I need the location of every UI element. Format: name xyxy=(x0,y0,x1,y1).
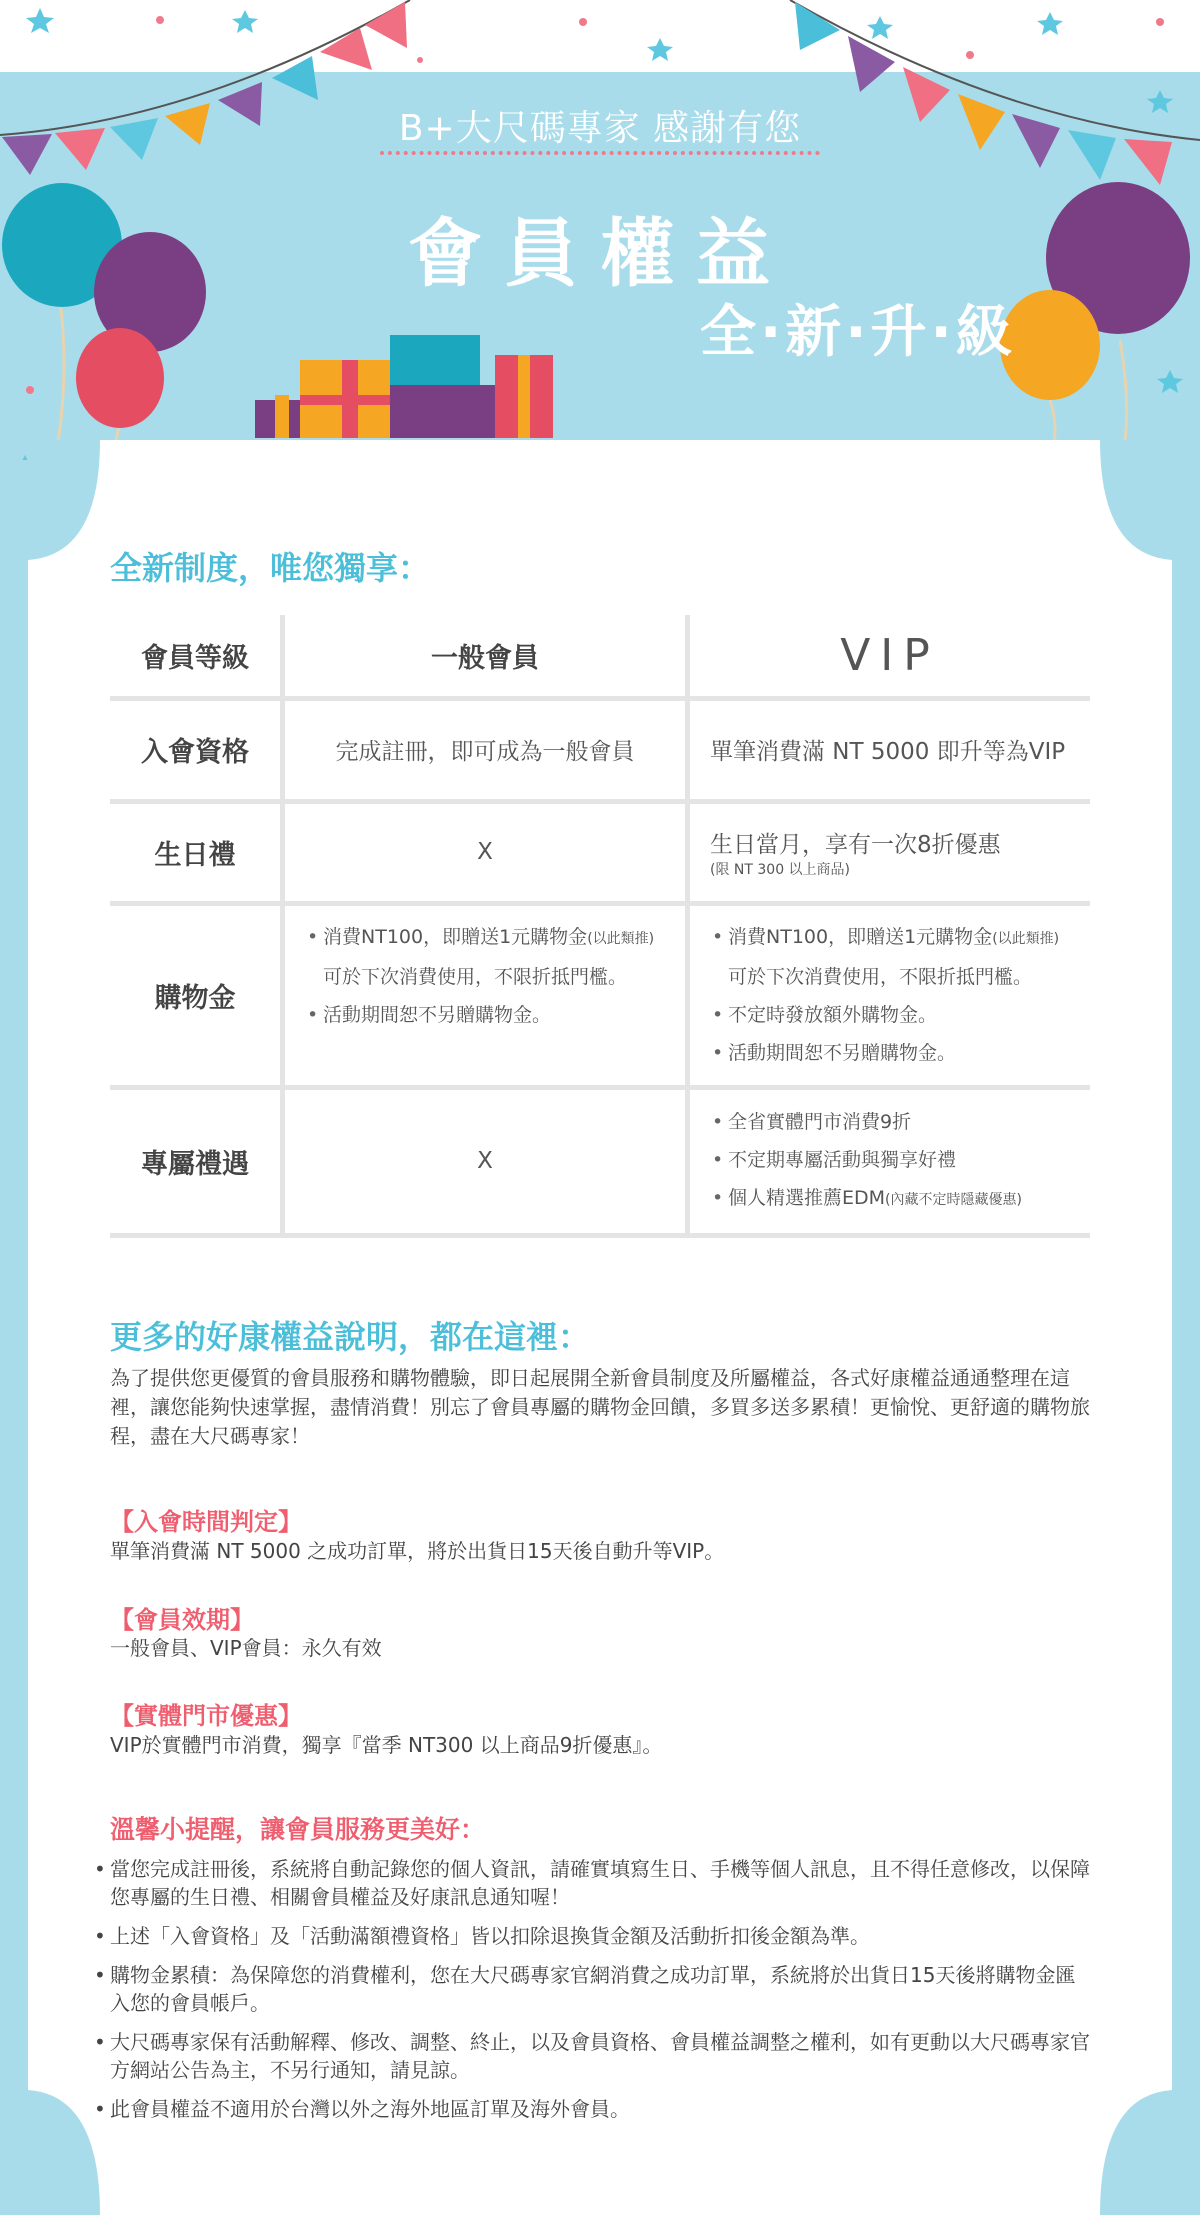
list-item: • 活動期間恕不另贈購物金。 xyxy=(323,996,685,1034)
tip-item: • 購物金累積：為保障您的消費權利，您在大尺碼專家官網消費之成功訂單，系統將於出貨日15天後將購物金匯入您的會員帳戶。 xyxy=(94,1961,1094,2017)
header-subtitle: B+大尺碼專家 感謝有您 xyxy=(398,108,802,149)
tip-item: • 此會員權益不適用於台灣以外之海外地區訂單及海外會員。 xyxy=(94,2095,1094,2123)
cell-exclusive-normal: X xyxy=(283,1087,688,1235)
header-vip: VIP xyxy=(688,615,1091,698)
table-row-join xyxy=(110,698,1090,801)
table-row-header xyxy=(110,615,1090,698)
section-title-new-system: 全新制度，唯您獨享： xyxy=(110,549,431,587)
tip-item: • 大尺碼專家保有活動解釋、修改、調整、終止，以及會員資格、會員權益調整之權利，如有更動以大尺碼專家官方網站公告為主，不另行通知，請見諒。 xyxy=(94,2028,1094,2084)
list-item: • 活動期間恕不另贈購物金。 xyxy=(728,1034,1090,1072)
row-label-join: 入會資格 xyxy=(110,698,283,801)
gift-icons xyxy=(255,335,553,438)
cell-exclusive-vip xyxy=(688,1087,1091,1235)
tips-list xyxy=(94,1855,1094,2134)
birthday-vip-note: (限 NT 300 以上商品) xyxy=(710,861,851,878)
header-normal-member: 一般會員 xyxy=(283,615,688,698)
list-item: 可於下次消費使用，不限折抵門檻。 xyxy=(323,965,628,988)
tip-item: • 當您完成註冊後，系統將自動記錄您的個人資訊，請確實填寫生日、手機等個人訊息，且不得任意修改，以保障您專屬的生日禮、相關會員權益及好康訊息通知喔！ xyxy=(94,1855,1094,1911)
rule-text-store: VIP於實體門市消費，獨享『當季 NT300 以上商品9折優惠』。 xyxy=(110,1733,663,1757)
cell-credit-vip xyxy=(688,903,1091,1087)
row-label-exclusive: 專屬禮遇 xyxy=(110,1087,283,1235)
section-title-more-benefits: 更多的好康權益說明，都在這裡： xyxy=(110,1318,591,1356)
rule-text-validity: 一般會員、VIP會員：永久有效 xyxy=(110,1636,382,1660)
list-item: • 不定期專屬活動與獨享好禮 xyxy=(728,1141,1090,1179)
table-row-birthday xyxy=(110,801,1090,903)
rule-text-join-time: 單筆消費滿 NT 5000 之成功訂單，將於出貨日15天後自動升等VIP。 xyxy=(110,1539,725,1563)
header-level: 會員等級 xyxy=(110,615,283,698)
row-label-credit: 購物金 xyxy=(110,903,283,1087)
list-item: • 不定時發放額外購物金。 xyxy=(728,996,1090,1034)
cell-join-normal: 完成註冊，即可成為一般會員 xyxy=(283,698,688,801)
list-item: 可於下次消費使用，不限折抵門檻。 xyxy=(728,965,1033,988)
list-item: • 個人精選推薦EDM(內藏不定時隱藏優惠) xyxy=(728,1179,1090,1219)
row-label-birthday: 生日禮 xyxy=(110,801,283,903)
table-row-exclusive xyxy=(110,1087,1090,1235)
intro-paragraph: 為了提供您更優質的會員服務和購物體驗，即日起展開全新會員制度及所屬權益，各式好康權益通通整理在這裡，讓您能夠快速掌握，盡情消費！別忘了會員專屬的購物金回饋，多買多送多累積！更愉悅、更舒適的購物旅程，盡在大尺碼專家！ xyxy=(110,1366,1090,1448)
upgrade-tagline: 全·新·升·級 xyxy=(700,300,1016,365)
exclusive-vip-list xyxy=(710,1103,1090,1219)
rule-heading-store: 【實體門市優惠】 xyxy=(110,1702,302,1730)
tip-item: • 上述「入會資格」及「活動滿額禮資格」皆以扣除退換貨金額及活動折扣後金額為準。 xyxy=(94,1922,1094,1950)
table-row-credit xyxy=(110,903,1090,1087)
list-item: • 消費NT100，即贈送1元購物金(以此類推) xyxy=(728,918,1090,958)
list-item: • 全省實體門市消費9折 xyxy=(728,1103,1090,1141)
cell-birthday-normal: X xyxy=(283,801,688,903)
rule-heading-join-time: 【入會時間判定】 xyxy=(110,1508,302,1536)
credit-vip-list xyxy=(710,918,1090,1072)
rule-heading-validity: 【會員效期】 xyxy=(110,1606,254,1634)
cell-credit-normal xyxy=(283,903,688,1087)
cell-join-vip: 單筆消費滿 NT 5000 即升等為VIP xyxy=(688,698,1091,801)
tips-title: 溫馨小提醒，讓會員服務更美好： xyxy=(110,1815,486,1844)
benefits-table xyxy=(110,615,1090,1238)
dotted-divider xyxy=(380,151,820,155)
cell-birthday-vip xyxy=(688,801,1091,903)
credit-normal-list xyxy=(305,918,685,1034)
list-item: • 消費NT100，即贈送1元購物金(以此類推) xyxy=(323,918,685,958)
birthday-vip-text: 生日當月，享有一次8折優惠 xyxy=(710,831,1001,858)
page-title: 會員權益 xyxy=(408,211,792,297)
